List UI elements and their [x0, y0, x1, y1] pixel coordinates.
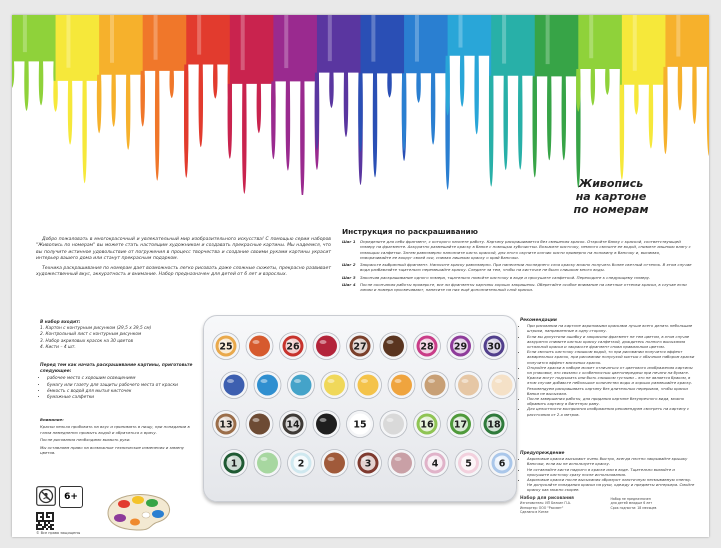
- prep-item: • бумажные салфетки: [47, 395, 210, 401]
- kit-heading: В набор входит:: [40, 320, 81, 325]
- paint-number-label: 16: [420, 419, 434, 431]
- paint-pot: [489, 372, 516, 399]
- paint-number-label: 30: [487, 341, 501, 353]
- paint-pot: [313, 333, 340, 360]
- paint-number-label: 5: [465, 458, 472, 470]
- prep-item: • ёмкость с водой для мытья кисточек: [47, 389, 210, 395]
- paint-number-label: 27: [353, 341, 367, 353]
- paint-drip: [97, 15, 145, 150]
- maker-line: Набор не предназначен: [610, 497, 651, 501]
- recommendations: [520, 318, 695, 417]
- paint-drip: [402, 15, 450, 190]
- maker-line: Изготовитель: ИП Белкин П.А.: [520, 501, 571, 506]
- paint-drip: [489, 15, 537, 187]
- no-small-children-icon: [36, 486, 56, 506]
- step-1: Шаг 1 Определите для себя фрагмент, с которого начнете работу. Картину раскрашивается без смешения красок. Откройте банку с краской, соответствующей номеру на фрагменте. Аккуратно размешайте краску в банке с помощью зубочистки. Возьмите кисточку, немного смочите ее водой, снимите лишнюю влагу с помощью салфетки. Затем равномерно наполните кисть краской, для этого окуните кончик кисти примерно на половину в баночку и, вынимая, поворачивайте ее вокруг своей оси, снимая лишнюю краску о край баночки.: [342, 239, 691, 260]
- intro-paragraph-1: Добро пожаловать в многокрасочный и увлекательный мир изобразительного искусства! С помощью серии наборов "Живопись по номерам" вы можете стать настоящим художником и создавать прекрасные картины. Мы надеемся, что вы получите истинное удовольствие от погружения в процесс творчества и создание своими руками картины украсит интерьер вашего дома или станут прекрасным подарком.: [36, 237, 331, 261]
- paint-pot: [246, 411, 273, 438]
- paint-drip: [53, 15, 101, 183]
- paint-number-label: 26: [286, 341, 300, 353]
- kit-item: 1. Картон с контурным рисунком (29,5 х 39,5 см): [40, 326, 152, 332]
- paint-number-label: 4: [431, 458, 439, 470]
- prep-item: • бумагу или газету для защиты рабочего места от краски: [47, 383, 210, 389]
- paint-number-label: 15: [353, 419, 367, 431]
- recommendations-heading: Рекомендации: [520, 318, 557, 323]
- step-3: Шаг 3 Закончив раскрашивание одного номера, тщательно помойте кисточку в воде и просушите салфеткой. Переходите к следующему номеру.: [342, 274, 651, 280]
- age-rating-badge: 6+: [59, 486, 83, 508]
- paint-drip: [184, 15, 232, 178]
- recommendation-item: • После завершения работы, для придания картине безупречного вида, можно обрамить картину в багетную раму.: [527, 396, 695, 406]
- paint-number-label: 2: [297, 458, 305, 470]
- warning-item: • Акриловые краски после высыхания образуют эластичную несмываемую пленку. Не допускайте попадания краски на руки, одежду и предметы интерьера. Смойте краску как можно скорее.: [527, 477, 695, 493]
- paint-drip: [663, 15, 709, 156]
- paint-pots-tray: [203, 315, 517, 502]
- paint-pot: [221, 372, 248, 399]
- prep-heading: Перед тем как начать раскрашивание картины, приготовьте следующее:: [40, 363, 193, 375]
- paint-pot: [321, 372, 348, 399]
- paint-pot: [254, 450, 281, 477]
- paint-number-label: 6: [498, 458, 506, 470]
- note-paragraph: Мы оставляем право на возможные технические изменения и замену цветов.: [40, 444, 185, 456]
- warnings: [520, 451, 695, 493]
- step-4: Шаг 4 После окончания работы проверьте, все ли фрагменты картины хорошо закрашены. Оберегайте особое внимание на светлые оттенки краски, в случае если линии и номера просвечивают, нанесите на них ещё дополнительный слой краски.: [342, 282, 687, 293]
- warning-item: • Не оставляйте кисти надолго в краске или в воде. Тщательно вымойте и просушите кисточку сразу после использования.: [527, 467, 695, 477]
- instructions-heading: Инструкция по раскрашиванию: [342, 227, 478, 236]
- paint-drip: [620, 15, 668, 180]
- box-back-page: [12, 15, 709, 537]
- intro-text: [36, 237, 331, 283]
- prep-item: • рабочее место с хорошим освещением: [47, 376, 210, 382]
- recommendation-item: • Откройте краски в наборе может отличаться от цветового изображения картины на упаковке, это связано с особенностью цветопередачи при печати на бумаге.: [527, 365, 695, 375]
- step-2: Шаг 2 Закрасьте выбранный фрагмент. Наносите краску равномерно. При нанесении последнего слоя краску можно получить более светлый оттенок. В этом случае вода разбавляйте тщательно перемешайте краску. Следите за тем, чтобы на кисточке не было слишком много воды.: [342, 262, 692, 273]
- paint-pot: [388, 372, 415, 399]
- recommendation-item: • Если смочить кисточку слишком водой, то при рисовании получится эффект акварельных красок, при рисовании полусухой кистью с обычным набором краски получится эффект масляных красок.: [527, 349, 695, 365]
- kit-contents: [40, 320, 200, 351]
- note-paragraph: После рисования необходимо вымыть руки.: [40, 437, 131, 443]
- paint-pot: [380, 411, 407, 438]
- paint-pot: [355, 372, 382, 399]
- kit-item: 2. Контрольный лист с контурным рисунком: [40, 332, 142, 338]
- copyright-text: © Все права защищены: [36, 531, 81, 535]
- paint-number-label: 25: [219, 341, 233, 353]
- recommendation-item: • Краски могут подсыхать или быть слишком густыми – это не является браком, в этом случае добавьте небольшое количество воды и хорошо размешайте краску. Рекомендуем раскрашивать картину без длительных перерывов, чтобы краски банки не высыхали.: [527, 375, 695, 396]
- paint-drip: [533, 15, 581, 188]
- paint-drip: [228, 15, 276, 194]
- paint-pot: [313, 411, 340, 438]
- recommendation-item: • При рисовании на картоне акриловыми красками лучше всего делать небольшие штрихи, направленные в одну сторону.: [527, 323, 695, 333]
- paint-pot: [254, 372, 281, 399]
- note-paragraph: Краски нельзя пробовать на вкус и принимать в пищу, при попадании в глаза немедленно промыть водой и обратиться к врачу.: [40, 424, 190, 435]
- qr-code-icon: [36, 512, 54, 530]
- intro-paragraph-2: Техника раскрашивания по номерам дает возможность легко рисовать даже сложные сюжеты, прекрасно развивает художественный вкус, аккуратность и внимание. Набор предназначен для детей от 6 лет и взрослых.: [36, 266, 331, 278]
- paint-number-label: 28: [420, 341, 434, 353]
- manufacturer-info: [520, 497, 695, 515]
- maker-line: Сделано в Китае: [520, 510, 549, 515]
- paint-drip: [445, 15, 493, 163]
- paint-number-label: 13: [219, 419, 233, 431]
- paint-number-label: 14: [286, 419, 300, 431]
- warnings-heading: Предупреждение: [520, 451, 565, 456]
- attention-notes: [40, 417, 190, 457]
- preparation-list: [40, 363, 210, 401]
- maker-line: Импортер: ООО "Рассвет": [520, 505, 564, 510]
- paint-drip: [271, 15, 319, 195]
- paint-number-label: 29: [453, 341, 468, 353]
- paint-pot: [388, 450, 415, 477]
- kit-item: 4. Кисти – 4 шт.: [40, 344, 76, 350]
- paint-pot: [422, 372, 449, 399]
- paint-drip: [315, 15, 363, 185]
- notes-heading: Внимание:: [40, 417, 64, 422]
- maker-line: Срок годности: 18 месяцев: [610, 505, 657, 510]
- paint-number-label: 17: [453, 419, 468, 431]
- paint-drip: [358, 15, 406, 178]
- paint-pot: [246, 333, 273, 360]
- paint-pot: [288, 372, 315, 399]
- paint-drip: [140, 15, 188, 181]
- instructions-steps: [342, 239, 692, 295]
- product-title: Живопись на картоне по номерам: [573, 177, 649, 216]
- paint-pot: [380, 333, 407, 360]
- paint-pot: [321, 450, 348, 477]
- maker-heading: Набор для рисования: [520, 496, 574, 501]
- recommendation-item: • Если вы допустили ошибку и закрасили фрагмент не тем цветом, в этом случае аккуратно снимите кистью краску салфеткой, дождитесь полного высыхания остальной краски и закрасьте фрагмент снова правильным цветом.: [527, 334, 695, 350]
- palette-logo: [100, 488, 175, 533]
- paint-number-label: 3: [364, 458, 372, 470]
- paint-drip: [576, 15, 624, 143]
- paint-drips-banner: [12, 15, 709, 195]
- paint-number-label: 18: [487, 419, 501, 431]
- kit-item: 3. Набор акриловых красок на 30 цветов: [40, 338, 133, 344]
- warning-item: • Акриловые краски высыхают очень быстро, всегда плотно закрывайте крышку баночки, если вы не используете краску.: [527, 456, 695, 466]
- paint-pots: [204, 316, 516, 501]
- paint-pot: [455, 372, 482, 399]
- paint-drip: [12, 15, 58, 111]
- maker-line: для детей младше 6 лет: [610, 501, 653, 506]
- paint-number-label: 1: [230, 458, 238, 470]
- recommendation-item: • Для целостности восприятия изображения рекомендуем смотреть на картину с расстояния от 2-х метров.: [527, 406, 695, 416]
